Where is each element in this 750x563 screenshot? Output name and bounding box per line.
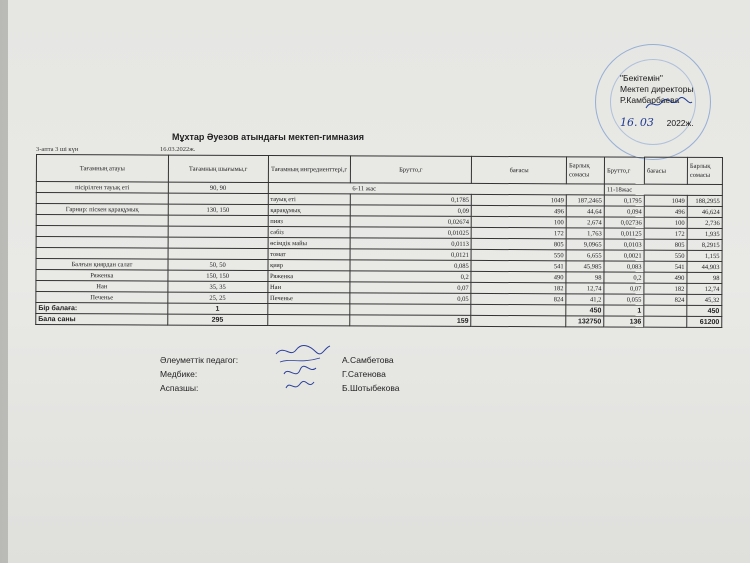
menu-table	[35, 154, 723, 328]
table-cell-sum2: 44,903	[687, 261, 722, 272]
table-cell-ingredient: сәбіз	[268, 227, 350, 238]
table-cell-name	[36, 248, 168, 260]
children-count-row	[36, 314, 722, 328]
table-cell-sum2: 1,935	[687, 228, 722, 239]
table-cell-name: Печенье	[36, 292, 168, 304]
table-cell-sum1: 44,64	[566, 206, 604, 217]
table-cell-brutto1: 0,09	[350, 205, 472, 217]
table-cell-price1: 1049	[472, 194, 567, 205]
per-child-v1: 1	[168, 303, 268, 314]
children-v3: 132750	[566, 316, 604, 327]
table-cell-sum1: 12,74	[566, 283, 604, 294]
table-header-row	[36, 155, 722, 185]
table-cell-name	[36, 237, 168, 249]
table-cell-name: Ряженка	[36, 270, 168, 282]
column-header: Тағамның ингредиенттері,г	[268, 156, 350, 183]
table-cell-price2: 100	[644, 217, 687, 228]
table-cell-yield: 150, 150	[168, 270, 268, 281]
table-cell-brutto2: 0,083	[604, 261, 644, 272]
table-cell-price1: 100	[471, 216, 566, 227]
table-cell-sum2: 1,155	[687, 250, 722, 261]
table-cell-price1: 490	[471, 271, 566, 282]
table-cell-name: Нан	[36, 281, 168, 293]
table-cell-brutto2: 0,02736	[604, 217, 644, 228]
table-cell-ingredient: Ряженка	[268, 271, 350, 282]
dish-name: пісірілген тауық еті	[36, 182, 168, 194]
table-cell-sum1: 45,985	[566, 261, 604, 272]
table-cell-price2: 824	[644, 294, 687, 305]
signature-name: Б.Шотыбекова	[342, 383, 400, 393]
signature-name: А.Самбетова	[342, 355, 394, 365]
table-cell-sum1: 187,2465	[566, 195, 604, 206]
column-header: Тағамның атауы	[36, 155, 168, 183]
table-cell-price2: 541	[644, 261, 687, 272]
table-cell-brutto1: 0,2	[349, 271, 471, 283]
table-cell-name: Балғын қиярдан салат	[36, 259, 168, 271]
approval-date-year: 2022ж.	[666, 118, 694, 128]
table-cell-sum1: 98	[566, 272, 604, 283]
children-v5: 61200	[687, 316, 722, 327]
children-v4: 136	[604, 316, 644, 327]
table-cell-sum2: 45,32	[687, 294, 722, 305]
table-cell-yield: 50, 50	[168, 259, 268, 270]
children-v1: 295	[168, 314, 268, 325]
dish-yield: 90, 90	[168, 182, 268, 193]
table-cell-sum1: 6,655	[566, 250, 604, 261]
table-cell-sum2: 2,736	[687, 217, 722, 228]
table-cell-ingredient: өсімдік майы	[268, 238, 350, 249]
table-cell-price2: 496	[644, 206, 687, 217]
table-cell-price2: 805	[644, 239, 687, 250]
table-cell-yield: 130, 150	[168, 204, 268, 215]
table-cell-sum1: 2,674	[566, 217, 604, 228]
document-sheet	[8, 0, 750, 563]
table-cell-brutto2: 0,01125	[604, 228, 644, 239]
menu-date: 16.03.2022ж.	[160, 146, 196, 153]
per-child-v4: 450	[687, 305, 722, 316]
handwritten-signatures-icon	[270, 340, 334, 396]
table-cell-price2: 490	[644, 272, 687, 283]
director-signature-icon	[644, 96, 694, 112]
table-cell-price1: 496	[471, 205, 566, 216]
table-cell-yield	[168, 237, 268, 248]
table-cell-yield: 25, 25	[168, 292, 268, 303]
table-cell-name: Гарнир: піскен қарақұмық	[36, 204, 168, 216]
table-cell-ingredient: Нан	[267, 282, 349, 293]
signature-role: Әлеуметтік педагог:	[160, 355, 239, 365]
per-child-label: Бір балаға:	[36, 303, 168, 315]
table-cell-name	[36, 193, 168, 205]
signature-role: Аспазшы:	[160, 383, 199, 393]
table-cell-sum2: 188,2955	[687, 195, 722, 206]
table-cell-brutto2: 0,0021	[604, 250, 644, 261]
table-cell-brutto2: 0,07	[604, 283, 644, 294]
table-cell-price1: 824	[471, 293, 566, 304]
approval-date-day: 16.	[620, 116, 638, 129]
table-cell-ingredient: қияр	[268, 260, 350, 271]
week-day: 3-апта 3 ші күн	[36, 146, 79, 153]
children-v2: 159	[349, 315, 471, 327]
approval-line-2: Мектеп директоры	[620, 84, 694, 94]
signature-role: Медбике:	[160, 369, 198, 379]
table-cell-price1: 182	[471, 282, 566, 293]
age-group-2: 11-18жас	[604, 184, 722, 196]
table-cell-ingredient: тауық еті	[268, 194, 350, 205]
table-cell-sum2: 98	[687, 272, 722, 283]
approval-line-1: "Бекітемін"	[620, 73, 663, 83]
table-cell-brutto1: 0,07	[349, 282, 471, 294]
column-header: Барлық сомасы	[687, 157, 722, 184]
age-group-1: 6-11 жас	[268, 183, 605, 195]
page-title: Мұхтар Әуезов атындағы мектеп-гимназия	[171, 132, 365, 142]
table-cell-yield	[168, 193, 268, 204]
approval-line-3: Р.Камбарбаева	[620, 95, 680, 105]
table-cell-yield	[168, 215, 268, 226]
table-cell-sum1: 1,763	[566, 228, 604, 239]
table-cell-price1: 805	[471, 238, 566, 249]
table-cell-price1: 550	[471, 249, 566, 260]
table-cell-yield	[168, 248, 268, 259]
column-header: Барлық сомасы	[566, 157, 604, 184]
table-cell-brutto2: 0,094	[604, 206, 644, 217]
signature-name: Г.Сатенова	[342, 369, 386, 379]
table-cell-sum1: 9,0965	[566, 239, 604, 250]
column-header: Брутто,г	[350, 156, 472, 184]
table-cell-ingredient: пияз	[268, 216, 350, 227]
table-cell-yield: 35, 35	[168, 281, 268, 292]
table-cell-name	[36, 226, 168, 238]
table-cell-brutto1: 0,1785	[350, 194, 472, 206]
table-cell-brutto1: 0,085	[349, 260, 471, 272]
column-header: бағасы	[472, 156, 567, 183]
table-cell-price2: 172	[644, 228, 687, 239]
table-cell-price1: 172	[471, 227, 566, 238]
table-cell-brutto1: 0,01025	[350, 227, 472, 239]
table-cell-brutto1: 0,02674	[350, 216, 472, 228]
per-child-v3: 1	[604, 305, 644, 316]
table-cell-ingredient: Печенье	[267, 293, 349, 304]
column-header: Тағамның шығымы,г	[168, 155, 268, 182]
table-cell-sum1: 41,2	[566, 294, 604, 305]
table-cell-brutto1: 0,05	[349, 293, 471, 305]
table-cell-brutto2: 0,1795	[604, 195, 644, 206]
table-cell-brutto1: 0,0121	[350, 249, 472, 261]
table-cell-price1: 541	[471, 260, 566, 271]
approval-date	[620, 117, 694, 129]
table-cell-brutto1: 0,0113	[350, 238, 472, 250]
approval-date-month: 03	[639, 116, 654, 129]
table-cell-yield	[168, 226, 268, 237]
table-cell-ingredient: қарақұмық	[268, 205, 350, 216]
table-cell-sum2: 12,74	[687, 283, 722, 294]
table-cell-price2: 550	[644, 250, 687, 261]
table-cell-name	[36, 215, 168, 227]
table-cell-sum2: 46,624	[687, 206, 722, 217]
per-child-v2: 450	[566, 305, 604, 316]
table-cell-price2: 182	[644, 283, 687, 294]
children-label: Бала саны	[36, 314, 168, 326]
column-header: бағасы	[644, 157, 687, 184]
table-cell-brutto2: 0,055	[604, 294, 644, 305]
table-cell-ingredient: томат	[268, 249, 350, 260]
table-cell-sum2: 8,2915	[687, 239, 722, 250]
table-cell-brutto2: 0,2	[604, 272, 644, 283]
table-cell-brutto2: 0,0103	[604, 239, 644, 250]
column-header: Брутто,г	[604, 157, 644, 184]
table-cell-price2: 1049	[644, 195, 687, 206]
